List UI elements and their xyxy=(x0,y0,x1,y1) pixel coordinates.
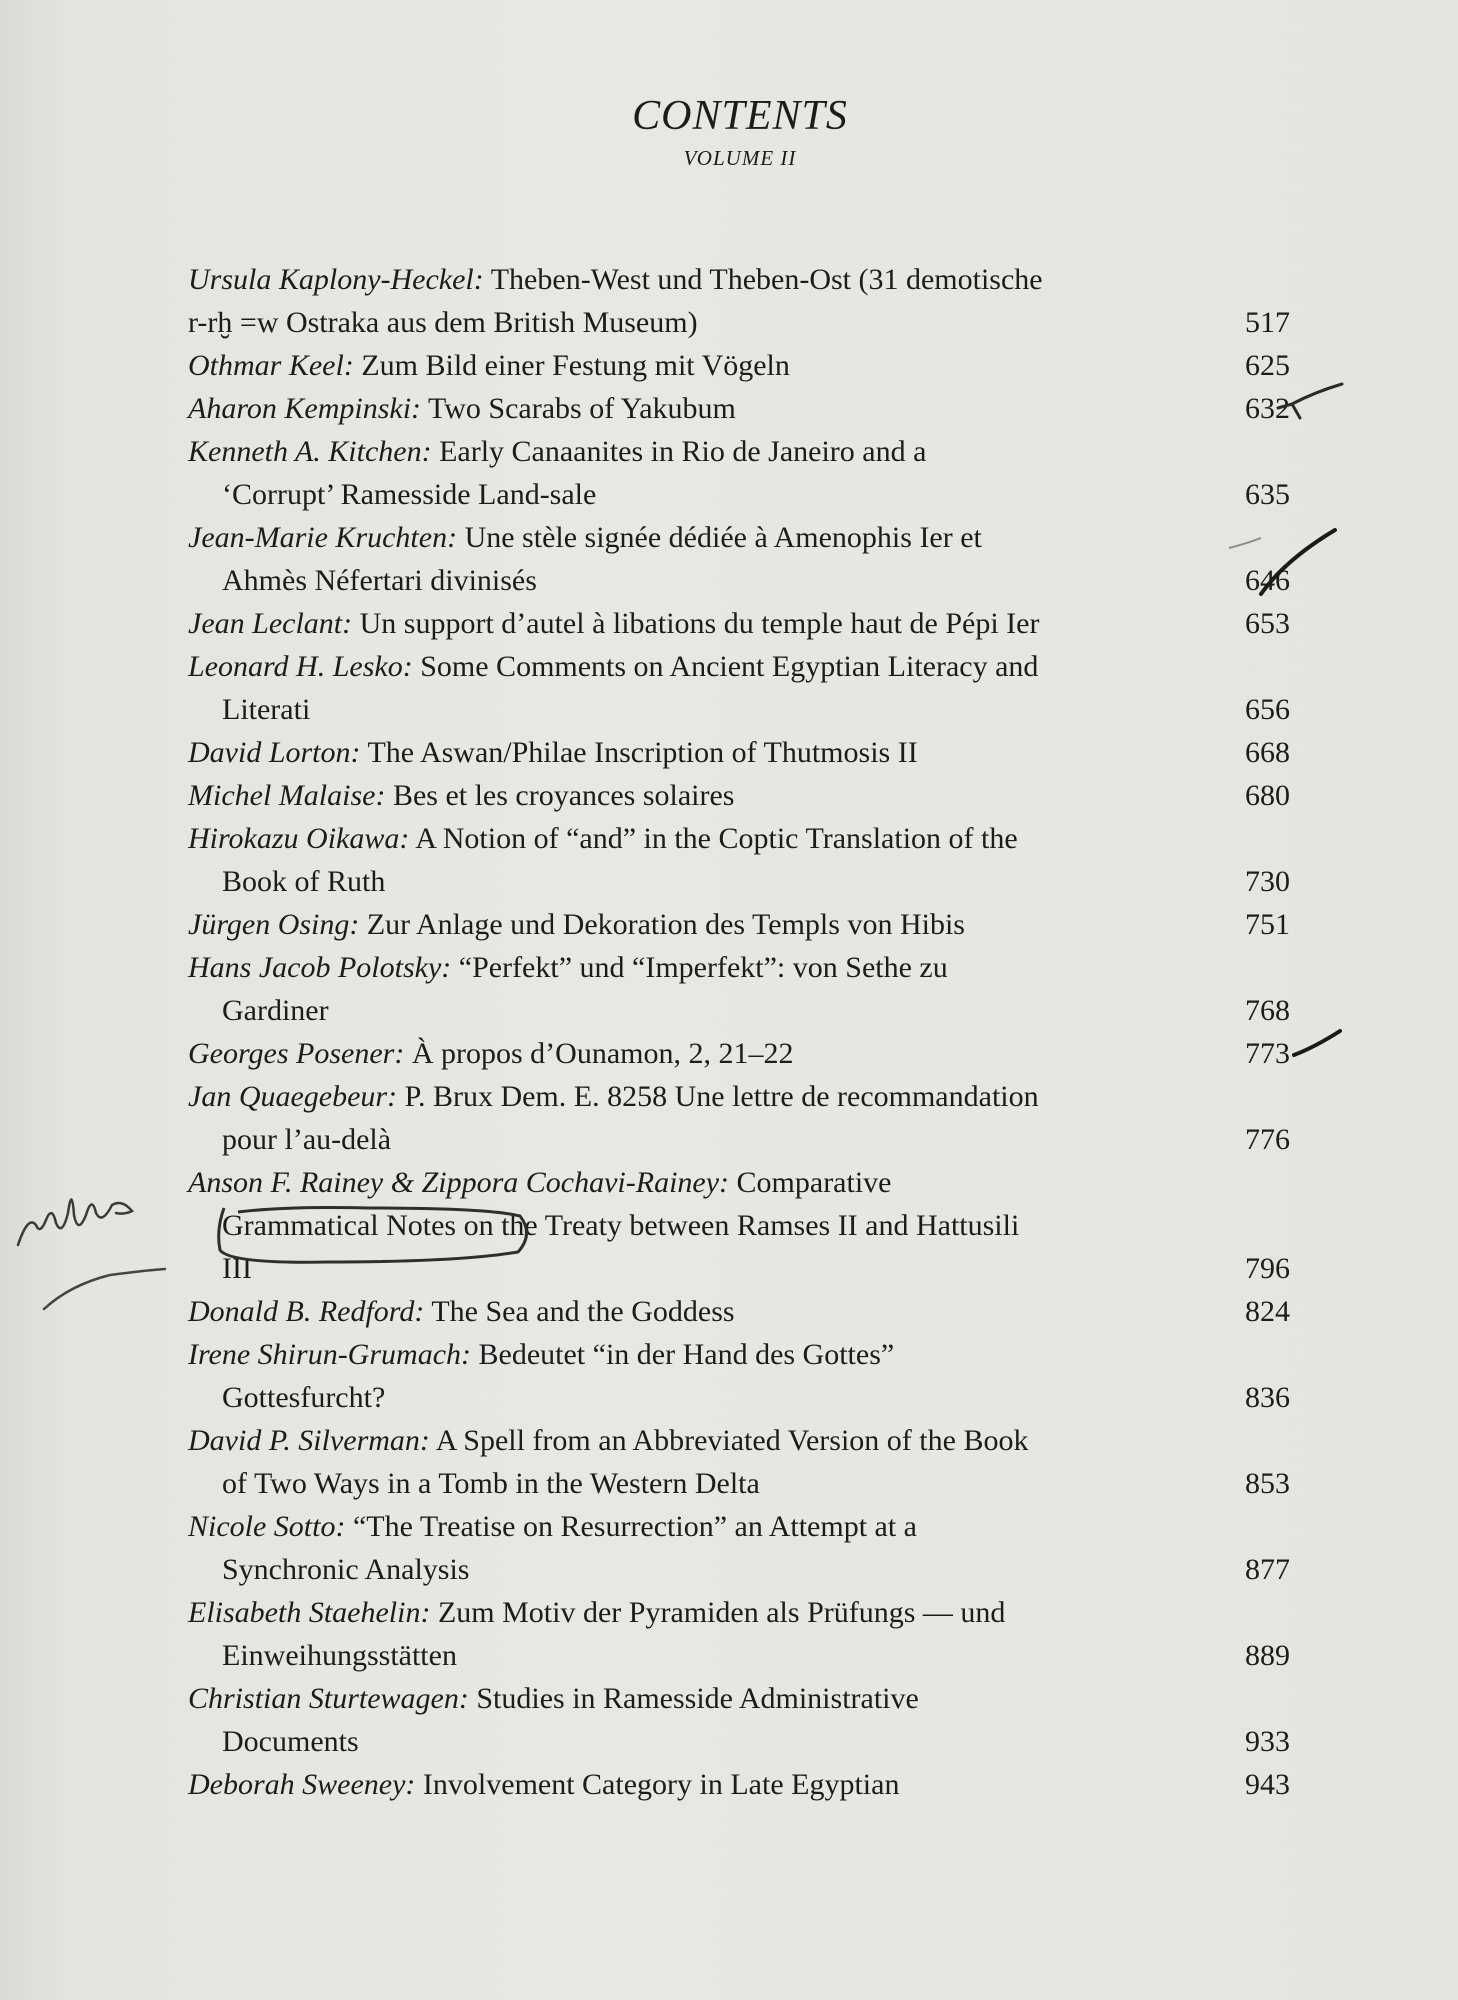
entry-title-text: Zum Bild einer Festung mit Vögeln xyxy=(361,349,790,382)
entry-first-line xyxy=(188,387,1268,430)
entry-page-number: 776 xyxy=(1245,1123,1290,1156)
entry-page-number: 656 xyxy=(1245,693,1290,726)
toc-entry xyxy=(188,1290,1290,1333)
entry-page-number: 768 xyxy=(1245,994,1290,1027)
entry-author: Othmar Keel: xyxy=(188,349,354,382)
toc-entry xyxy=(188,1591,1290,1677)
entry-author: Jean Leclant: xyxy=(188,607,353,640)
entry-author: Michel Malaise: xyxy=(188,779,386,812)
entry-author: David Lorton: xyxy=(188,736,361,769)
entry-continuation-line xyxy=(188,1634,1268,1677)
entry-first-line xyxy=(188,1032,1268,1075)
toc-entry xyxy=(188,946,1290,1032)
entry-title-text: P. Brux Dem. E. 8258 Une lettre de recommandation xyxy=(404,1080,1039,1113)
table-of-contents xyxy=(188,258,1290,1806)
entry-page-number: 943 xyxy=(1245,1768,1290,1801)
entry-continuation-line xyxy=(188,1462,1268,1505)
entry-title-text: “The Treatise on Resurrection” an Attempt at a xyxy=(352,1510,917,1543)
entry-author: Ursula Kaplony-Heckel: xyxy=(188,263,484,296)
entry-title-text: r-rḫ =w Ostraka aus dem British Museum) xyxy=(188,306,698,339)
entry-title-text: Synchronic Analysis xyxy=(222,1553,470,1586)
entry-title-text: pour l’au-delà xyxy=(222,1123,392,1156)
entry-page-number: 889 xyxy=(1245,1639,1290,1672)
entry-first-line xyxy=(188,1419,1268,1462)
entry-continuation-line xyxy=(188,1204,1268,1247)
entry-title-text: Grammatical Notes on the Treaty between Ramses II and Hattusili xyxy=(222,1209,1020,1242)
entry-page-number: 773 xyxy=(1245,1037,1290,1070)
entry-page-number: 668 xyxy=(1245,736,1290,769)
volume-subtitle: VOLUME II xyxy=(683,146,797,170)
entry-title-text: Zur Anlage und Dekoration des Templs von Hibis xyxy=(366,908,965,941)
entry-title-text: of Two Ways in a Tomb in the Western Delta xyxy=(222,1467,760,1500)
entry-first-line xyxy=(188,774,1268,817)
entry-page-number: 853 xyxy=(1245,1467,1290,1500)
entry-page-number: 730 xyxy=(1245,865,1290,898)
entry-author: Leonard H. Lesko: xyxy=(188,650,413,683)
entry-title-text: Gardiner xyxy=(222,994,329,1027)
entry-continuation-line xyxy=(188,688,1268,731)
entry-first-line xyxy=(188,1677,1268,1720)
entry-title-text: Ahmès Néfertari divinisés xyxy=(222,564,537,597)
toc-entry xyxy=(188,1677,1290,1763)
entry-author: David P. Silverman: xyxy=(188,1424,430,1457)
entry-continuation-line xyxy=(188,1118,1268,1161)
checkmark-icon xyxy=(1290,1025,1350,1065)
page-title: CONTENTS xyxy=(632,93,848,139)
entry-first-line xyxy=(188,1505,1268,1548)
toc-entry xyxy=(188,774,1290,817)
toc-entry xyxy=(188,516,1290,602)
entry-title-text: A Spell from an Abbreviated Version of the Book xyxy=(435,1424,1029,1457)
entry-first-line xyxy=(188,1290,1268,1333)
toc-entry xyxy=(188,1161,1290,1290)
entry-first-line xyxy=(188,258,1268,301)
entry-continuation-line xyxy=(188,1548,1268,1591)
entry-author: Christian Sturtewagen: xyxy=(188,1682,469,1715)
entry-author: Jean-Marie Kruchten: xyxy=(188,521,458,554)
entry-page-number: 680 xyxy=(1245,779,1290,812)
entry-title-text: “Perfekt” und “Imperfekt”: von Sethe zu xyxy=(458,951,948,984)
entry-title-text: Studies in Ramesside Administrative xyxy=(476,1682,919,1715)
entry-first-line xyxy=(188,1333,1268,1376)
entry-title-text: The Sea and the Goddess xyxy=(431,1295,735,1328)
toc-entry xyxy=(188,817,1290,903)
toc-entry xyxy=(188,1763,1290,1806)
entry-page-number: 517 xyxy=(1245,306,1290,339)
entry-continuation-line xyxy=(188,1376,1268,1419)
entry-title-text: Einweihungsstätten xyxy=(222,1639,457,1672)
entry-title-text: Gottesfurcht? xyxy=(222,1381,386,1414)
toc-entry xyxy=(188,1075,1290,1161)
toc-entry xyxy=(188,1419,1290,1505)
entry-first-line xyxy=(188,1075,1268,1118)
entry-page-number: 796 xyxy=(1245,1252,1290,1285)
entry-author: Donald B. Redford: xyxy=(188,1295,425,1328)
entry-first-line xyxy=(188,1763,1268,1806)
entry-author: Jürgen Osing: xyxy=(188,908,360,941)
entry-continuation-line xyxy=(188,860,1268,903)
entry-continuation-line xyxy=(188,559,1268,602)
entry-continuation-line xyxy=(188,473,1268,516)
toc-entry xyxy=(188,645,1290,731)
entry-title-text: Involvement Category in Late Egyptian xyxy=(422,1768,900,1801)
entry-continuation-line xyxy=(188,1720,1268,1763)
entry-page-number: 653 xyxy=(1245,607,1290,640)
toc-entry xyxy=(188,1032,1290,1075)
entry-author: Aharon Kempinski: xyxy=(188,392,422,425)
entry-author: Kenneth A. Kitchen: xyxy=(188,435,432,468)
entry-author: Hirokazu Oikawa: xyxy=(188,822,410,855)
margin-dash-icon xyxy=(40,1265,170,1315)
entry-author: Jan Quaegebeur: xyxy=(188,1080,398,1113)
toc-entry xyxy=(188,258,1290,344)
entry-first-line xyxy=(188,516,1268,559)
entry-first-line xyxy=(188,344,1268,387)
entry-title-text: ‘Corrupt’ Ramesside Land-sale xyxy=(222,478,597,511)
entry-author: Irene Shirun-Grumach: xyxy=(188,1338,471,1371)
entry-title-text: Theben-West und Theben-Ost (31 demotische xyxy=(490,263,1043,296)
entry-title-text: Une stèle signée dédiée à Amenophis Ier et xyxy=(464,521,982,554)
entry-title-text: Two Scarabs of Yakubum xyxy=(428,392,736,425)
entry-first-line xyxy=(188,817,1268,860)
entry-first-line xyxy=(188,1591,1268,1634)
entry-title-text: Zum Motiv der Pyramiden als Prüfungs — und xyxy=(437,1596,1006,1629)
entry-title-text: Comparative xyxy=(736,1166,892,1199)
entry-title-text: Documents xyxy=(222,1725,359,1758)
entry-title-text: Book of Ruth xyxy=(222,865,386,898)
entry-page-number: 635 xyxy=(1245,478,1290,511)
entry-page-number: 625 xyxy=(1245,349,1290,382)
entry-title-text: Bedeutet “in der Hand des Gottes” xyxy=(478,1338,895,1371)
entry-first-line xyxy=(188,946,1268,989)
entry-title-text: A Notion of “and” in the Coptic Translation of the xyxy=(415,822,1018,855)
entry-author: Deborah Sweeney: xyxy=(188,1768,416,1801)
entry-title-text: The Aswan/Philae Inscription of Thutmosis II xyxy=(367,736,918,769)
entry-first-line xyxy=(188,1161,1268,1204)
entry-first-line xyxy=(188,602,1268,645)
toc-entry xyxy=(188,344,1290,387)
entry-first-line xyxy=(188,903,1268,946)
toc-entry xyxy=(188,731,1290,774)
entry-author: Georges Posener: xyxy=(188,1037,405,1070)
entry-title-text: Un support d’autel à libations du temple haut de Pépi Ier xyxy=(359,607,1040,640)
entry-continuation-line xyxy=(188,301,1268,344)
entry-first-line xyxy=(188,430,1268,473)
toc-entry xyxy=(188,903,1290,946)
entry-title-text: Literati xyxy=(222,693,311,726)
entry-title-text: III xyxy=(222,1252,252,1285)
entry-continuation-line xyxy=(188,989,1268,1032)
toc-entry xyxy=(188,430,1290,516)
entry-page-number: 751 xyxy=(1245,908,1290,941)
toc-entry xyxy=(188,1333,1290,1419)
entry-author: Elisabeth Staehelin: xyxy=(188,1596,431,1629)
entry-continuation-line xyxy=(188,1247,1268,1290)
entry-page-number: 824 xyxy=(1245,1295,1290,1328)
entry-page-number: 632 xyxy=(1245,392,1290,425)
margin-scribble-icon xyxy=(12,1165,172,1255)
toc-entry xyxy=(188,602,1290,645)
entry-page-number: 836 xyxy=(1245,1381,1290,1414)
entry-title-text: Early Canaanites in Rio de Janeiro and a xyxy=(439,435,927,468)
toc-entry xyxy=(188,1505,1290,1591)
entry-author: Nicole Sotto: xyxy=(188,1510,346,1543)
entry-title-text: Bes et les croyances solaires xyxy=(392,779,735,812)
entry-title-text: À propos d’Ounamon, 2, 21–22 xyxy=(411,1037,794,1070)
entry-author: Hans Jacob Polotsky: xyxy=(188,951,452,984)
entry-author: Anson F. Rainey & Zippora Cochavi-Rainey: xyxy=(188,1166,730,1199)
entry-first-line xyxy=(188,731,1268,774)
entry-page-number: 646 xyxy=(1245,564,1290,597)
toc-entry xyxy=(188,387,1290,430)
entry-title-text: Some Comments on Ancient Egyptian Literacy and xyxy=(420,650,1039,683)
entry-first-line xyxy=(188,645,1268,688)
entry-page-number: 933 xyxy=(1245,1725,1290,1758)
entry-page-number: 877 xyxy=(1245,1553,1290,1586)
